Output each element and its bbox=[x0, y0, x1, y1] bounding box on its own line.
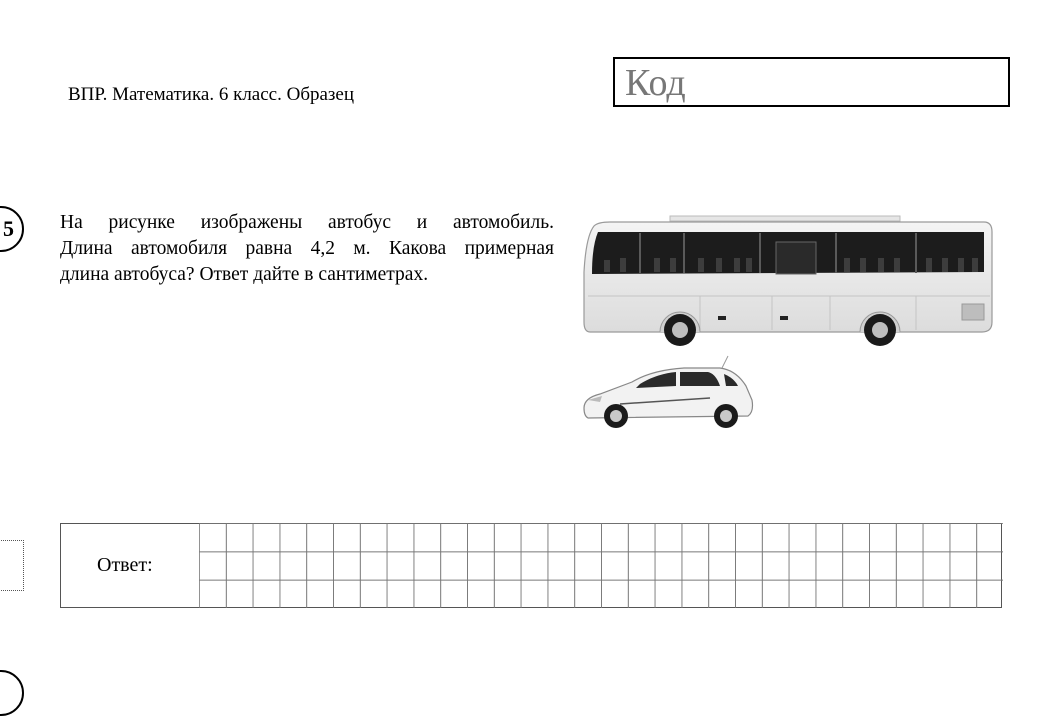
answer-cell[interactable] bbox=[548, 524, 575, 552]
answer-cell[interactable] bbox=[360, 552, 387, 580]
answer-cell[interactable] bbox=[548, 580, 575, 608]
task-line-1: На рисунке изображены автобус и автомобиль. bbox=[60, 212, 554, 233]
answer-label: Ответ: bbox=[97, 554, 153, 576]
answer-cell[interactable] bbox=[682, 552, 709, 580]
answer-cell[interactable] bbox=[280, 580, 307, 608]
answer-cell[interactable] bbox=[977, 580, 1003, 608]
answer-cell[interactable] bbox=[816, 552, 843, 580]
answer-cell[interactable] bbox=[253, 580, 280, 608]
answer-cell[interactable] bbox=[816, 580, 843, 608]
answer-cell[interactable] bbox=[387, 580, 414, 608]
code-label: Код bbox=[625, 62, 686, 104]
answer-cell[interactable] bbox=[655, 552, 682, 580]
answer-cell[interactable] bbox=[387, 524, 414, 552]
answer-cell[interactable] bbox=[602, 524, 629, 552]
answer-cell[interactable] bbox=[762, 524, 789, 552]
answer-cell[interactable] bbox=[334, 580, 361, 608]
answer-cell[interactable] bbox=[870, 524, 897, 552]
answer-cell[interactable] bbox=[896, 524, 923, 552]
answer-cell[interactable] bbox=[870, 552, 897, 580]
answer-cell[interactable] bbox=[709, 552, 736, 580]
answer-cell[interactable] bbox=[441, 552, 468, 580]
answer-cell[interactable] bbox=[548, 552, 575, 580]
answer-cell[interactable] bbox=[682, 524, 709, 552]
page-header-title: ВПР. Математика. 6 класс. Образец bbox=[68, 84, 355, 105]
answer-cell[interactable] bbox=[628, 552, 655, 580]
answer-cell[interactable] bbox=[280, 524, 307, 552]
answer-cell[interactable] bbox=[334, 524, 361, 552]
answer-cell[interactable] bbox=[226, 580, 253, 608]
next-task-badge bbox=[0, 670, 24, 716]
answer-cell[interactable] bbox=[226, 524, 253, 552]
answer-cell[interactable] bbox=[414, 580, 441, 608]
task-number-badge: 5 bbox=[0, 206, 24, 252]
task-text bbox=[60, 210, 554, 288]
answer-cell[interactable] bbox=[521, 552, 548, 580]
task-line-3: длина автобуса? Ответ дайте в сантиметрах. bbox=[60, 264, 429, 285]
answer-cell[interactable] bbox=[628, 524, 655, 552]
answer-cell[interactable] bbox=[736, 524, 763, 552]
answer-cell[interactable] bbox=[762, 580, 789, 608]
answer-cell[interactable] bbox=[789, 552, 816, 580]
answer-cell[interactable] bbox=[414, 552, 441, 580]
answer-cell[interactable] bbox=[253, 552, 280, 580]
answer-cell[interactable] bbox=[575, 552, 602, 580]
answer-cell[interactable] bbox=[494, 552, 521, 580]
answer-cell[interactable] bbox=[977, 524, 1003, 552]
answer-cell[interactable] bbox=[307, 524, 334, 552]
answer-cell[interactable] bbox=[253, 524, 280, 552]
answer-cell[interactable] bbox=[468, 580, 495, 608]
answer-cell[interactable] bbox=[789, 524, 816, 552]
answer-cell[interactable] bbox=[494, 580, 521, 608]
answer-cell[interactable] bbox=[441, 524, 468, 552]
answer-cell[interactable] bbox=[655, 524, 682, 552]
answer-cell[interactable] bbox=[843, 580, 870, 608]
answer-cell[interactable] bbox=[870, 580, 897, 608]
answer-cell[interactable] bbox=[200, 552, 227, 580]
answer-cell[interactable] bbox=[762, 552, 789, 580]
answer-cell[interactable] bbox=[468, 552, 495, 580]
answer-cell[interactable] bbox=[494, 524, 521, 552]
answer-cell[interactable] bbox=[226, 552, 253, 580]
answer-cell[interactable] bbox=[950, 524, 977, 552]
answer-cell[interactable] bbox=[682, 580, 709, 608]
answer-box bbox=[60, 523, 1002, 608]
car-icon bbox=[580, 352, 756, 434]
answer-cell[interactable] bbox=[950, 552, 977, 580]
score-box bbox=[0, 540, 24, 591]
answer-cell[interactable] bbox=[334, 552, 361, 580]
task-line-2: Длина автомобиля равна 4,2 м. Какова примерная bbox=[60, 238, 554, 259]
answer-cell[interactable] bbox=[441, 580, 468, 608]
answer-cell[interactable] bbox=[896, 552, 923, 580]
answer-cell[interactable] bbox=[843, 524, 870, 552]
answer-cell[interactable] bbox=[709, 524, 736, 552]
answer-cell[interactable] bbox=[575, 524, 602, 552]
answer-cell[interactable] bbox=[521, 580, 548, 608]
answer-cell[interactable] bbox=[816, 524, 843, 552]
answer-cell[interactable] bbox=[923, 580, 950, 608]
answer-cell[interactable] bbox=[200, 580, 227, 608]
answer-cell[interactable] bbox=[307, 580, 334, 608]
answer-cell[interactable] bbox=[789, 580, 816, 608]
answer-cell[interactable] bbox=[709, 580, 736, 608]
answer-cell[interactable] bbox=[736, 552, 763, 580]
answer-cell[interactable] bbox=[468, 524, 495, 552]
answer-cell[interactable] bbox=[843, 552, 870, 580]
answer-cell[interactable] bbox=[414, 524, 441, 552]
answer-cell[interactable] bbox=[923, 552, 950, 580]
answer-cell[interactable] bbox=[360, 580, 387, 608]
answer-cell[interactable] bbox=[655, 580, 682, 608]
answer-cell[interactable] bbox=[387, 552, 414, 580]
answer-cell[interactable] bbox=[521, 524, 548, 552]
answer-cell[interactable] bbox=[360, 524, 387, 552]
answer-cell[interactable] bbox=[896, 580, 923, 608]
answer-cell[interactable] bbox=[923, 524, 950, 552]
answer-cell[interactable] bbox=[950, 580, 977, 608]
bus-icon bbox=[580, 212, 998, 352]
answer-cell[interactable] bbox=[280, 552, 307, 580]
answer-cell[interactable] bbox=[575, 580, 602, 608]
answer-cell[interactable] bbox=[602, 552, 629, 580]
answer-cell[interactable] bbox=[307, 552, 334, 580]
answer-grid[interactable] bbox=[199, 523, 1003, 608]
answer-cell[interactable] bbox=[200, 524, 227, 552]
answer-cell[interactable] bbox=[977, 552, 1003, 580]
answer-cell[interactable] bbox=[628, 580, 655, 608]
code-box[interactable] bbox=[613, 57, 1010, 107]
answer-cell[interactable] bbox=[736, 580, 763, 608]
answer-cell[interactable] bbox=[602, 580, 629, 608]
